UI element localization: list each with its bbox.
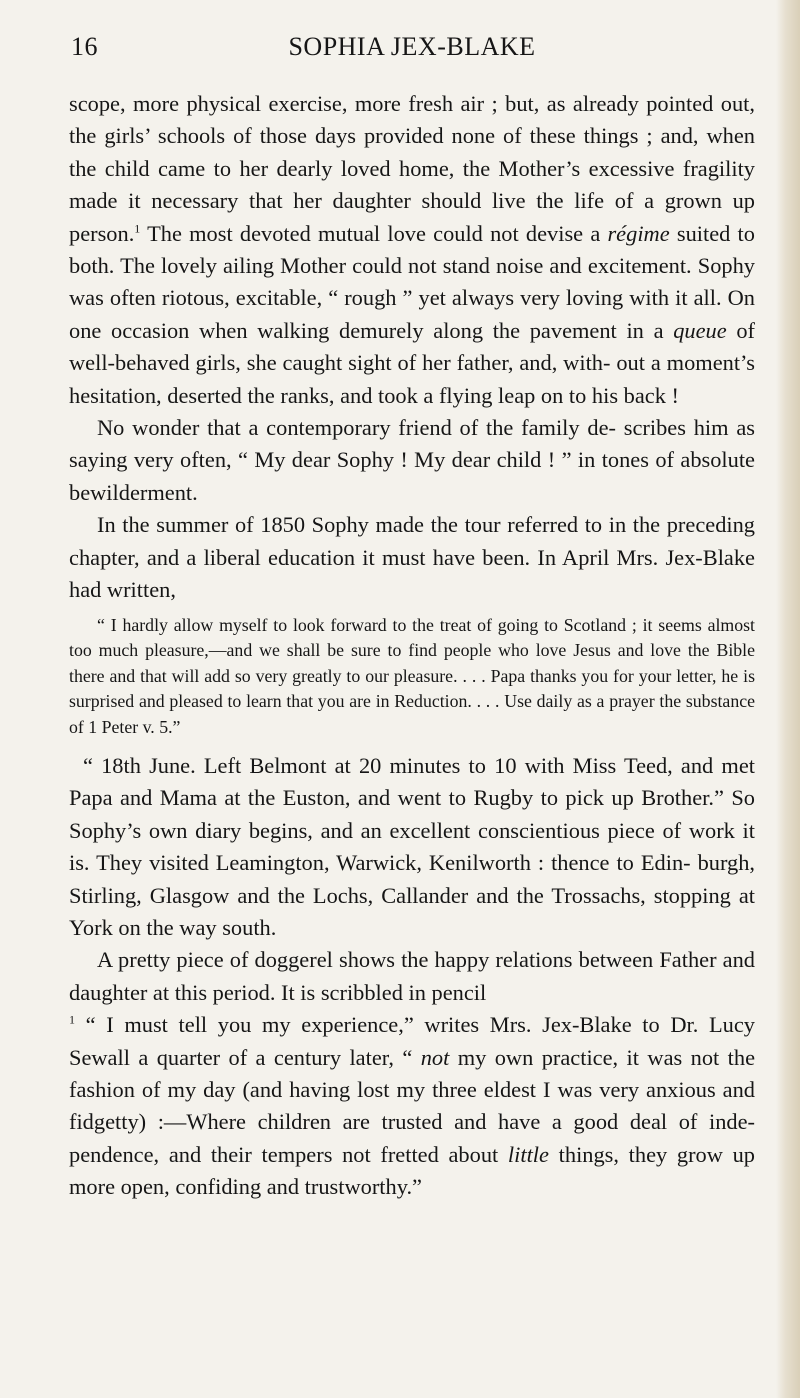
running-title: SOPHIA JEX-BLAKE [288,32,536,61]
page-body [69,88,755,1204]
page-number: 16 [71,32,98,61]
italic-not: not [420,1044,450,1070]
paragraph-1-text-d: of well-behaved girls, she caught sight of her father, and, with- out a moment’s hesitation, deserted the ranks, and took a flying leap on to his back ! [69,317,755,408]
italic-queue: queue [673,317,727,343]
footnote-text-b: my own practice, it was not the fashion of my day (and having lost my three eldest I was very anxious and fidgetty) :—Where children are trusted and have a good deal of inde- pendence, and their tempers not fretted about [69,1044,756,1167]
paragraph-1-text-a: scope, more physical exercise, more fresh air ; but, as already pointed out, the girls’ schools of those days provided none of these things ; and, when the child came to her dearly loved home, the Mother’s excessive fragility made it necessary that her daughter should live the life of a grown up person. [69,91,755,246]
paragraph-3: In the summer of 1850 Sophy made the tour referred to in the preceding chapter, and a liberal education it must have been. In April Mrs. Jex-Blake had written, [69,512,755,603]
italic-regime: régime [607,220,670,246]
paragraph-2: No wonder that a contemporary friend of the family de- scribes him as saying very often, “ My dear Sophy ! My dear child ! ” in tones of absolute bewilderment. [69,415,755,505]
book-page [69,30,755,1204]
footnote-reference: 1 [134,221,141,236]
footnote-marker: 1 [69,1012,75,1027]
paragraph-1-text-c: suited to both. The lovely ailing Mother could not stand noise and excitement. Sophy was often riotous, excitable, “ rough ” yet always very loving with it all. On one occasion when walking demurely along the pavement in a [69,220,755,343]
footnote-text-a: “ I must tell you my experience,” writes Mrs. Jex-Blake to Dr. Lucy Sewall a quarter of a century later, “ [69,1012,755,1070]
page-header [69,30,755,70]
footnote-text-c: things, they grow up more open, confiding and trustworthy.” [69,1141,755,1200]
italic-little: little [507,1141,549,1167]
letter-quotation: “ I hardly allow myself to look forward to the treat of going to Scotland ; it seems almost too much pleasure,—and we shall be sure to find people who love Jesus and love the Bible there and that will add so very greatly to our pleasure. . . . Papa thanks you for your letter, he is surprised and pleased to learn that you are in Reduction. . . . Use daily as a prayer the substance of 1 Peter v. 5.” [69,614,755,737]
paragraph-1-text-b: The most devoted mutual love could not devise a [140,220,608,246]
paragraph-4: “ 18th June. Left Belmont at 20 minutes to 10 with Miss Teed, and met Papa and Mama at the Euston, and went to Rugby to pick up Brother.” So Sophy’s own diary begins, and an excellent conscientious piece of work it is. They visited Leamington, Warwick, Kenilworth : thence to Edin- burgh, Stirling, Glasgow and the Lochs, Callander and the Trossachs, stopping at York on the way south. [69,753,755,941]
paragraph-1 [69,88,755,412]
footnote [69,1009,755,1203]
page-edge-shadow [776,0,800,1398]
paragraph-5: A pretty piece of doggerel shows the happy relations between Father and daughter at this period. It is scribbled in pencil [69,947,755,1005]
